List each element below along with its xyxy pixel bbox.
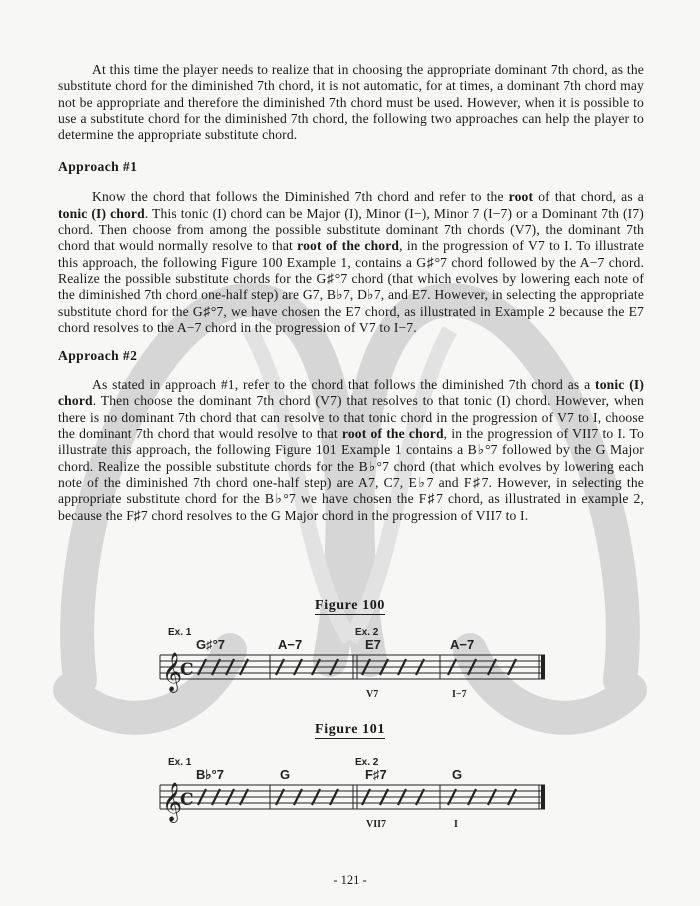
chord-symbol: A−7 <box>278 637 303 652</box>
approach-1-heading: Approach #1 <box>58 159 138 175</box>
page-number: - 121 - <box>333 873 367 887</box>
chord-symbol: A−7 <box>450 637 475 652</box>
figure-100-staff <box>150 625 550 701</box>
roman-numeral: I <box>454 819 458 830</box>
roman-numeral: I−7 <box>452 689 467 700</box>
roman-numeral: VII7 <box>366 819 387 830</box>
chord-symbol: B♭°7 <box>196 767 224 782</box>
approach-2-heading: Approach #2 <box>58 348 138 364</box>
figure-100-title: Figure 100 <box>315 598 385 613</box>
common-time-icon: C <box>180 660 194 680</box>
treble-clef-icon: 𝄞 <box>162 652 183 692</box>
intro-paragraph: At this time the player needs to realize that in choosing the appropriate dominant 7th chord, as the substitute chord for the diminished 7th chord, it is not automatic, for at times, a dominant 7th chord may not be appropriate and therefore the diminished 7th chord must be used. However, when it is possible to use a substitute chord for the diminished 7th chord, the following two approaches can help the player to determine the appropriate substitute chord. <box>58 62 644 143</box>
approach-2-paragraph: As stated in approach #1, refer to the chord that follows the diminished 7th chord as a tonic (I) chord. Then choose the dominant 7th chord (V7) that resolves to that tonic (I) chord. However, when there is no dominant 7th chord that can resolve to that tonic chord in the progression of V7 to I, choose the dominant 7th chord that would resolve to that root of the chord, in the progression of VII7 to I. To illustrate this approach, the following Figure 101 Example 1 contains a B♭°7 followed by the G Major chord. Realize the possible substitute chords for the B♭°7 chord (that which evolves by lowering each note of the diminished 7th chord one-half step) are A7, C7, E♭7 and F♯7. However, in selecting the appropriate substitute chord for the B♭°7 we have chosen the F♯7 chord, as illustrated in example 2, because the F♯7 chord resolves to the G Major chord in the progression of VII7 to I. <box>58 377 644 523</box>
figure-101-staff <box>150 755 550 831</box>
chord-symbol: G <box>452 767 463 782</box>
chord-symbol: F♯7 <box>365 767 387 782</box>
chord-symbol: G♯°7 <box>196 637 226 652</box>
approach-1-paragraph: Know the chord that follows the Diminished 7th chord and refer to the root of that chord, as a tonic (I) chord. This tonic (I) chord can be Major (I), Minor (I−), Minor 7 (I−7) or a Dominant 7th (I7) chord. Then choose from among the possible substitute dominant 7th chords (V7), the dominant 7th chord that would normally resolve to that root of the chord, in the progression of V7 to I. To illustrate this approach, the following Figure 100 Example 1, contains a G♯°7 chord followed by the A−7 chord. Realize the possible substitute chords for the G♯°7 chord (that which evolves by lowering each note of the diminished 7th chord one-half step) are G7, B♭7, D♭7, and E7. However, in selecting the appropriate substitute chord for the G♯°7, we have chosen the E7 chord, as illustrated in Example 2 because the E7 chord resolves to the A−7 chord in the progression of V7 to I−7. <box>58 189 645 335</box>
page-body <box>58 62 644 524</box>
chord-symbol: E7 <box>365 637 381 652</box>
ex-1-label: Ex. 1 <box>168 757 192 768</box>
ex-1-label: Ex. 1 <box>168 627 192 638</box>
figure-101-title: Figure 101 <box>315 722 385 737</box>
ex-2-label: Ex. 2 <box>355 757 379 768</box>
ex-2-label: Ex. 2 <box>355 627 379 638</box>
common-time-icon: C <box>180 790 194 810</box>
chord-symbol: G <box>280 767 291 782</box>
roman-numeral: V7 <box>366 689 379 700</box>
treble-clef-icon: 𝄞 <box>162 782 183 822</box>
